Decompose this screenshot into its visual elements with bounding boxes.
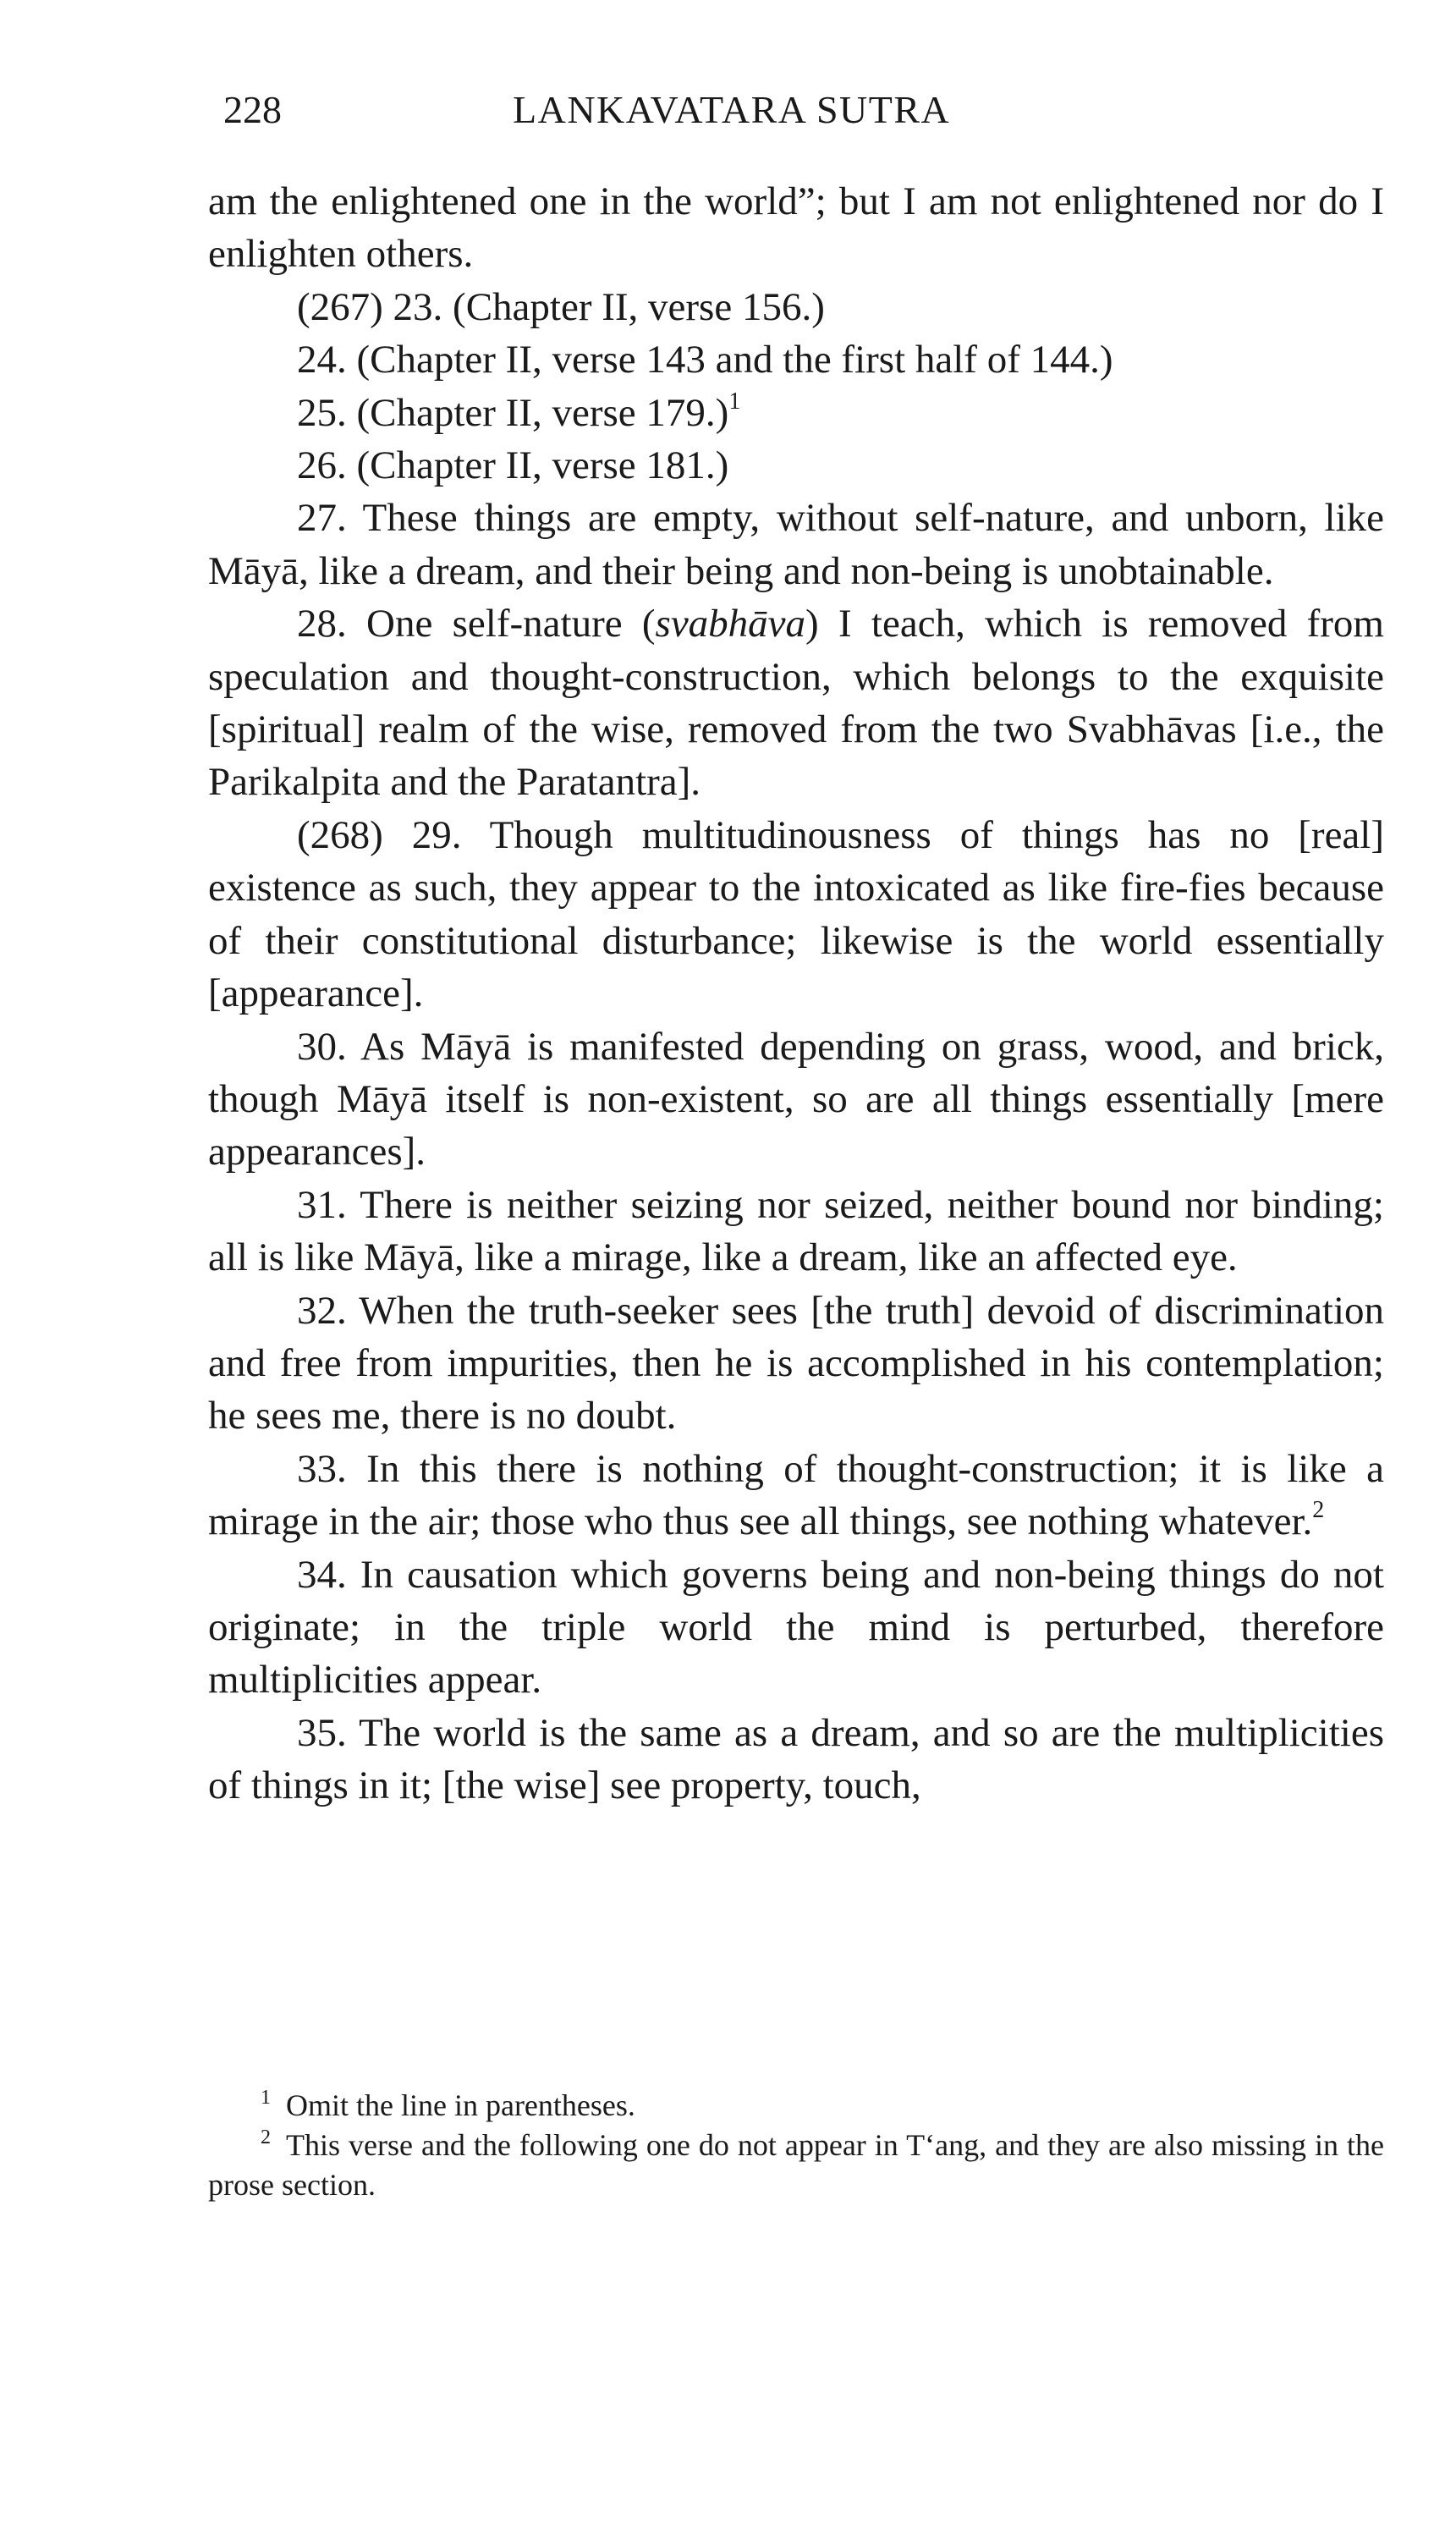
verse-27: 27. These things are empty, without self-nature, and unborn, like Māyā, like a dream, and their being and non-being is unobtainable. (208, 496, 1384, 593)
verse-32: 32. When the truth-seeker sees [the truth] devoid of discrimination and free from impurities, then he is accomplished in his contemplation; he sees me, there is no doubt. (208, 1288, 1384, 1439)
footnote-text-2: This verse and the following one do not appear in T‘ang, and they are also missing in the prose section. (208, 2128, 1384, 2202)
verse-28-term: svabhāva (655, 602, 806, 646)
verse-23: (267) 23. (Chapter II, verse 156.) (297, 284, 825, 329)
footnote-2 (208, 2126, 1384, 2205)
verse-25 (208, 387, 1384, 439)
verse-33 (208, 1443, 1384, 1549)
verse-33-text: 33. In this there is nothing of thought-construction; it is like a mirage in the air; those who thus see all things, see nothing whatever. (208, 1446, 1384, 1544)
footnote-ref-2: 2 (1312, 1497, 1325, 1524)
verse-28-text-a: 28. One self-nature ( (297, 602, 656, 646)
verse-28 (208, 597, 1384, 809)
verse-29: (268) 29. Though multitudinousness of things has no [real] existence as such, they appear to the intoxicated as like fire-fies because of their constitutional disturbance; likewise is the world essentially [appearance]. (208, 812, 1384, 1016)
footnote-mark-1: 1 (261, 2087, 271, 2109)
body-text (208, 175, 1384, 1813)
verse-31: 31. There is neither seizing nor seized, neither bound nor binding; all is like Māyā, like a mirage, like a dream, like an affected eye. (208, 1182, 1384, 1280)
verse-25-text: 25. (Chapter II, verse 179.) (297, 390, 729, 435)
running-title: LANKAVATARA SUTRA (513, 88, 951, 131)
verse-24: 24. (Chapter II, verse 143 and the first half of 144.) (297, 338, 1113, 382)
verse-35: 35. The world is the same as a dream, and so are the multiplicities of things in it; [the wise] see property, touch, (208, 1710, 1384, 1808)
verse-28-text-b: ) I teach, which is removed from speculation and thought-construction, which belongs to the exquisite [spiritual] realm of the wise, removed from the two Svabhāvas [i.e., the Parikalpita and the Paratantra]. (208, 602, 1384, 805)
footnotes (208, 2086, 1384, 2205)
footnote-mark-2: 2 (261, 2126, 271, 2148)
page-header (208, 85, 1384, 135)
verse-26: 26. (Chapter II, verse 181.) (297, 443, 729, 488)
verse-30: 30. As Māyā is manifested depending on grass, wood, and brick, though Māyā itself is non-existent, so are all things essentially [mere appearances]. (208, 1024, 1384, 1174)
footnote-text-1: Omit the line in parentheses. (286, 2088, 635, 2122)
footnote-1 (208, 2086, 1384, 2126)
verse-34: 34. In causation which governs being and non-being things do not originate; in the triple world the mind is perturbed, therefore multiplicities appear. (208, 1552, 1384, 1703)
page-number: 228 (223, 88, 282, 131)
paragraph-continuation: am the enlightened one in the world”; but I am not enlightened nor do I enlighten others. (208, 179, 1384, 277)
footnote-ref-1: 1 (728, 388, 741, 415)
